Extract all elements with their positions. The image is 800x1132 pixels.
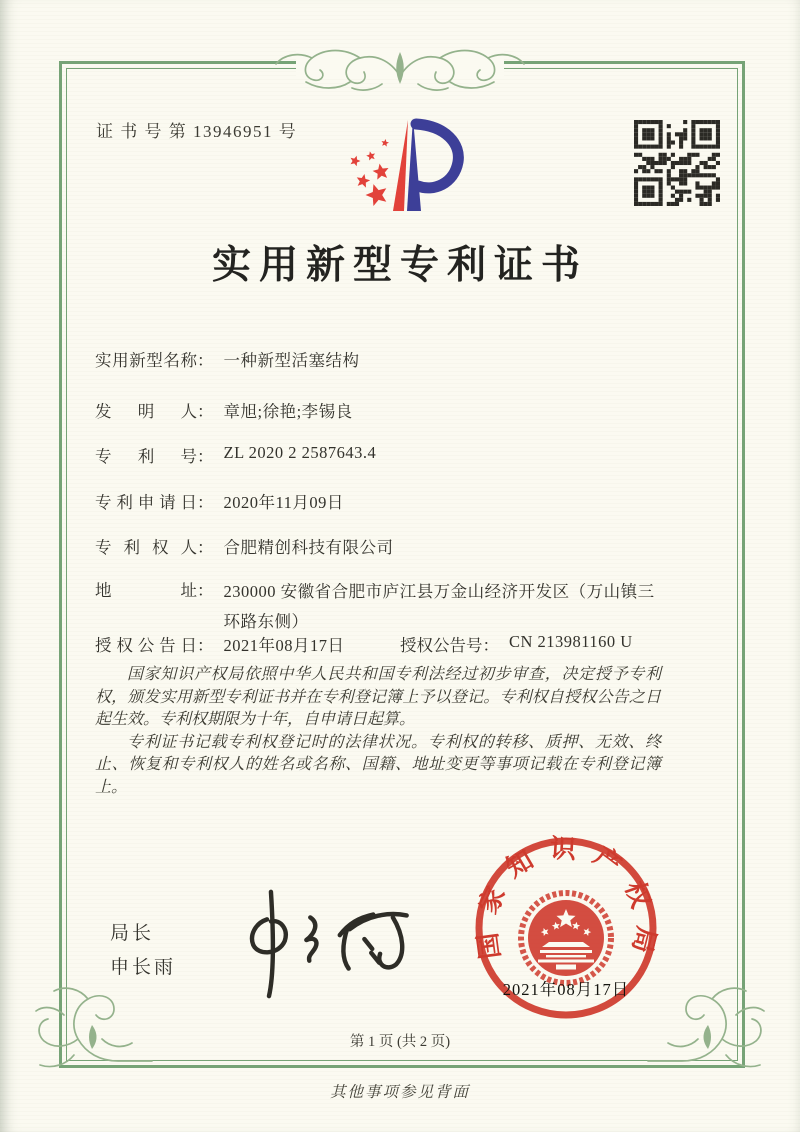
field-row-filing-date (95, 489, 344, 513)
field-row-patentee (95, 534, 394, 558)
field-colon: ： (482, 636, 499, 655)
field-label: 发明人 (95, 402, 197, 421)
field-label: 实用新型名称 (95, 351, 197, 370)
field-value: ZL 2020 2 2587643.4 (223, 443, 377, 462)
national-emblem-icon (521, 893, 611, 983)
border-ornament-bottom-left (22, 981, 154, 1077)
field-row-address (95, 577, 656, 637)
field-colon: ： (197, 538, 214, 557)
page-number: 第 1 页 (共 2 页) (349, 1034, 451, 1050)
seal-date: 2021年08月17日 (502, 980, 630, 999)
director-signature-icon (222, 884, 432, 1002)
field-label: 专利申请日 (95, 493, 197, 512)
field-label: 专利权人 (95, 538, 197, 557)
field-colon: ： (197, 351, 214, 370)
director-name: 申长雨 (110, 957, 177, 978)
field-value: CN 213981160 U (509, 632, 633, 651)
seal-agency-text: 国家知识产权局 (471, 833, 662, 971)
field-value: 章旭;徐艳;李锡良 (223, 402, 353, 421)
field-colon: ： (197, 447, 214, 466)
field-value: 2020年11月09日 (223, 493, 344, 512)
field-label: 授权公告号 (400, 636, 483, 655)
cnipa-logo-icon (334, 110, 469, 218)
certificate-number: 证 书 号 第 13946951 号 (96, 122, 298, 141)
field-row-grant (95, 632, 661, 656)
field-value: 合肥精创科技有限公司 (223, 538, 394, 557)
legal-paragraph-2: 专利证书记载专利权登记时的法律状况。专利权的转移、质押、无效、终止、恢复和专利权人的姓名或名称、国籍、地址变更等事项记载在专利登记簿上。 (95, 733, 661, 796)
field-label: 专利号 (95, 447, 197, 466)
grant-number-group (400, 632, 633, 656)
field-value: 230000 安徽省合肥市庐江县万金山经济开发区（万山镇三环路东侧） (223, 582, 655, 631)
qr-code-icon (634, 120, 720, 206)
certificate-title: 实用新型专利证书 (211, 244, 588, 287)
legal-text (95, 664, 661, 799)
field-colon: ： (197, 493, 214, 512)
director-title: 局长 (110, 923, 155, 944)
field-value: 2021年08月17日 (223, 636, 345, 655)
field-colon: ： (197, 581, 214, 600)
border-ornament-bottom-right (646, 981, 778, 1077)
field-row-patent-number (95, 443, 376, 467)
field-row-name (95, 347, 360, 371)
field-row-inventors (95, 398, 353, 422)
field-value: 一种新型活塞结构 (223, 351, 360, 370)
legal-paragraph-1: 国家知识产权局依照中华人民共和国专利法经过初步审查，决定授予专利权，颁发实用新型专利证书并在专利登记簿上予以登记。专利权自授权公告之日起生效。专利权期限为十年，自申请日起算。 (95, 666, 661, 728)
back-note: 其他事项参见背面 (329, 1084, 470, 1101)
border-ornament-top (268, 26, 532, 104)
field-colon: ： (197, 636, 214, 655)
field-colon: ： (197, 402, 214, 421)
field-label: 地址 (95, 581, 197, 600)
field-label: 授权公告日 (95, 636, 197, 655)
